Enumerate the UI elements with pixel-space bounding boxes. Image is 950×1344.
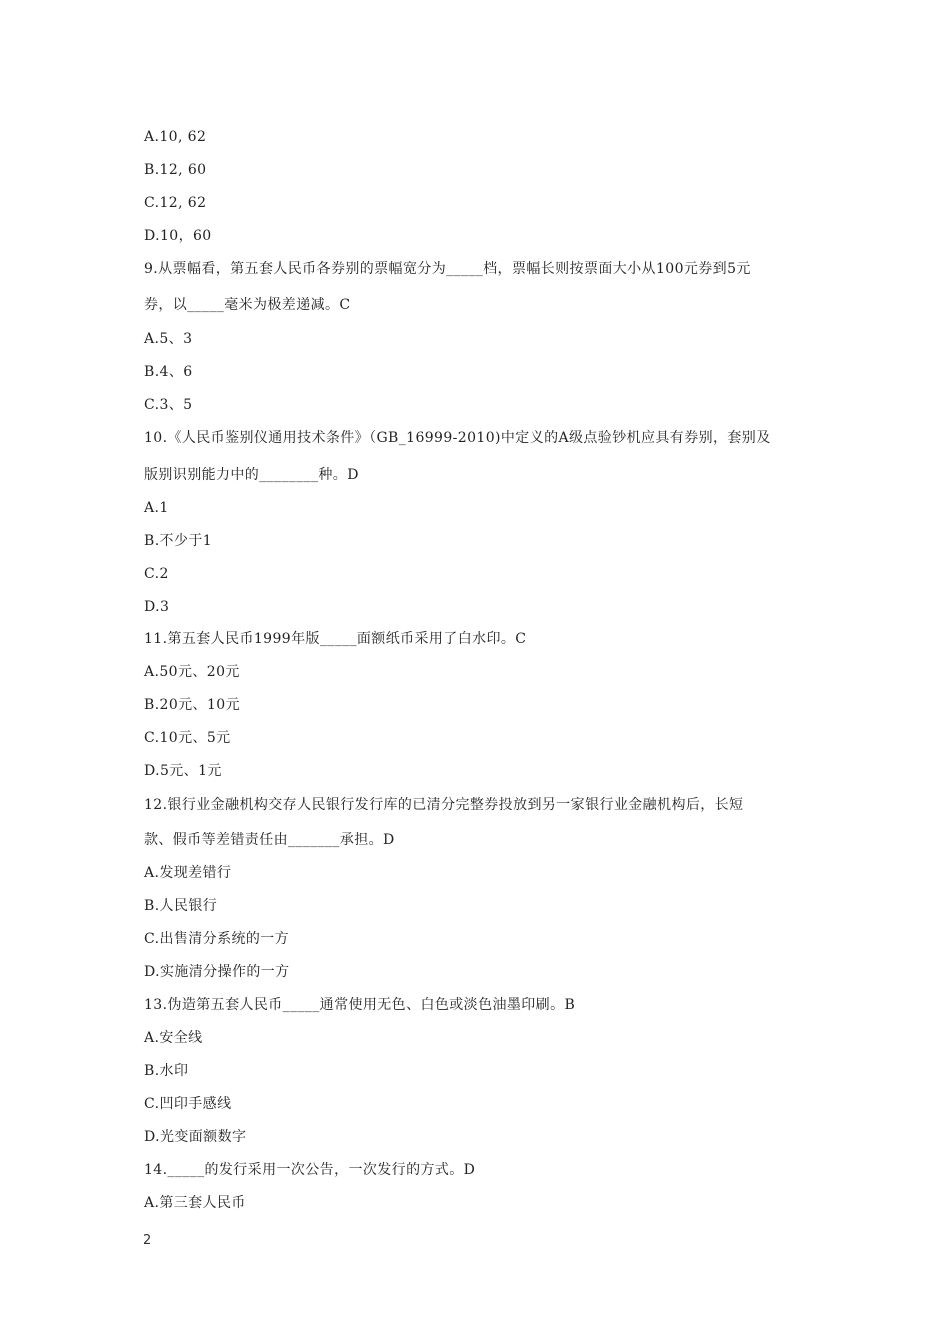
option-line: C.凹印手感线: [144, 1096, 232, 1112]
option-line: B.4、6: [144, 364, 193, 380]
option-line: D.3: [144, 599, 170, 615]
option-line: B.不少于1: [144, 533, 213, 549]
option-line: D.光变面额数字: [144, 1129, 247, 1145]
question-14: 14._____的发行采用一次公告，一次发行的方式。D: [144, 1162, 476, 1178]
question-9: 9.从票幅看，第五套人民币各券别的票幅宽分为_____档，票幅长则按票面大小从100元券到5元: [144, 261, 751, 277]
question-12: 12.银行业金融机构交存人民银行发行库的已清分完整券投放到另一家银行业金融机构后，长短: [144, 797, 744, 813]
question-10: 10.《人民币鉴别仪通用技术条件》（GB_16999-2010)中定义的A级点验钞机应具有券别，套别及: [144, 430, 771, 446]
option-line: A.5、3: [144, 331, 193, 347]
option-line: C.出售清分系统的一方: [144, 931, 290, 947]
option-line: C.3、5: [144, 397, 193, 413]
question-10-continued: 版别识别能力中的________种。D: [144, 467, 359, 483]
option-line: D.10，60: [144, 228, 212, 244]
question-11: 11.第五套人民币1999年版_____面额纸币采用了白水印。C: [144, 631, 527, 647]
option-line: A.发现差错行: [144, 865, 232, 881]
option-line: B.人民银行: [144, 898, 218, 914]
question-9-continued: 券，以_____毫米为极差递减。C: [144, 297, 351, 313]
page-number: 2: [143, 1233, 152, 1248]
option-line: C.10元、5元: [144, 730, 231, 746]
option-line: C.2: [144, 566, 169, 582]
option-line: A.第三套人民币: [144, 1195, 246, 1211]
option-line: C.12, 62: [144, 195, 207, 211]
option-line: D.5元、1元: [144, 763, 222, 779]
question-13: 13.伪造第五套人民币_____通常使用无色、白色或淡色油墨印刷。B: [144, 997, 576, 1013]
option-line: A.10, 62: [144, 129, 207, 145]
question-12-continued: 款、假币等差错责任由_______承担。D: [144, 832, 395, 848]
option-line: B.12, 60: [144, 162, 207, 178]
option-line: A.50元、20元: [144, 664, 240, 680]
option-line: A.安全线: [144, 1030, 203, 1046]
option-line: A.1: [144, 500, 169, 516]
option-line: B.20元、10元: [144, 697, 240, 713]
option-line: B.水印: [144, 1063, 189, 1079]
option-line: D.实施清分操作的一方: [144, 964, 290, 980]
